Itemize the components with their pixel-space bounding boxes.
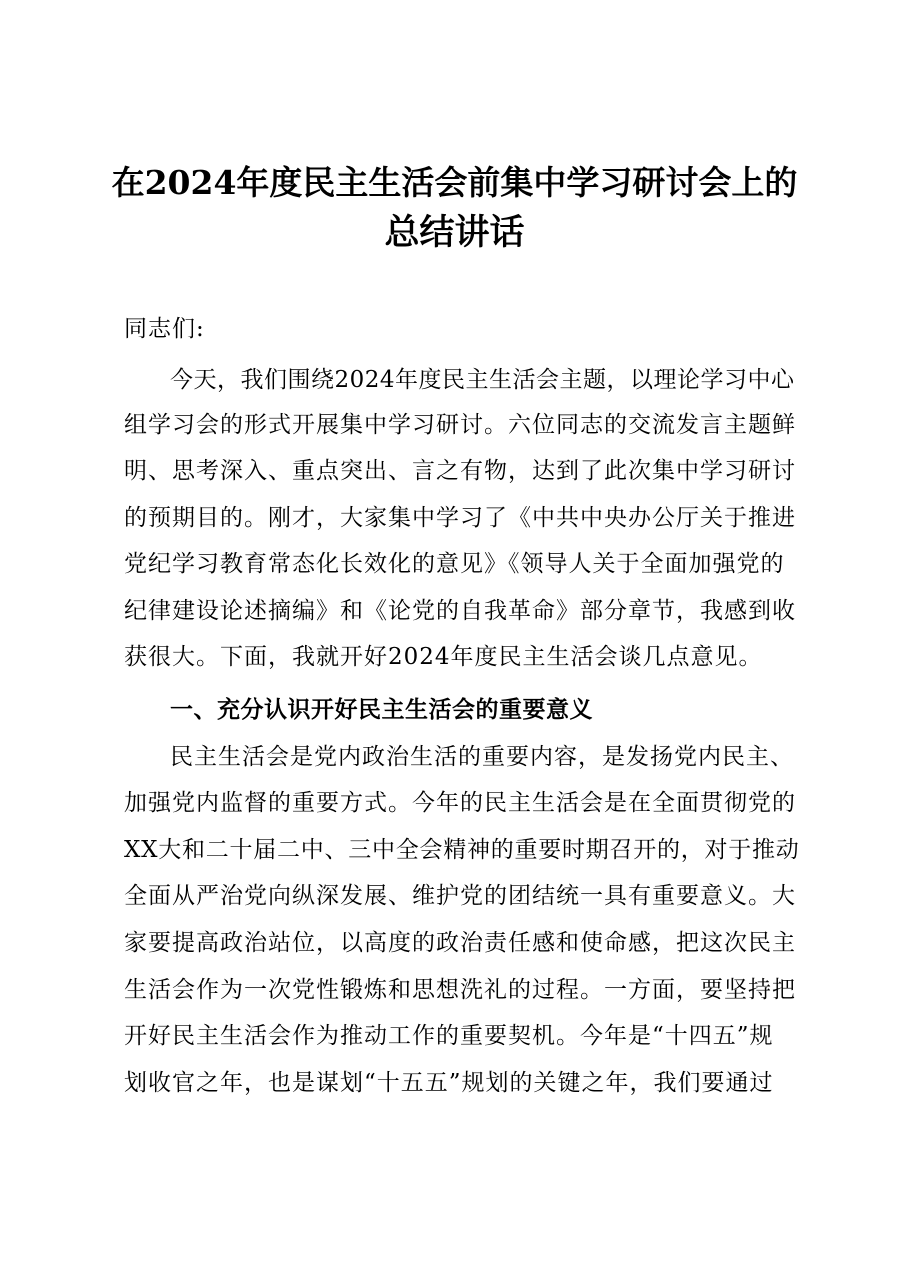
paragraph-2-line: 开好民主生活会作为推动工作的重要契机。今年是“十四五”规 xyxy=(124,1023,774,1049)
title-line-1: 在2024年度民主生活会前集中学习研讨会上的 xyxy=(111,163,798,202)
paragraph-2-line: 加强党内监督的重要方式。今年的民主生活会是在全面贯彻党的 xyxy=(124,790,796,816)
paragraph-2-line: 民主生活会是党内政治生活的重要内容，是发扬党内民主、 xyxy=(170,744,794,770)
paragraph-1-line: 获很大。下面，我就开好2024年度民主生活会谈几点意见。 xyxy=(124,644,763,670)
paragraph-1-line: 党纪学习教育常态化长效化的意见》《领导人关于全面加强党的 xyxy=(124,551,785,577)
paragraph-1-line: 明、思考深入、重点突出、言之有物，达到了此次集中学习研讨 xyxy=(124,458,796,484)
paragraph-2-line: 家要提高政治站位，以高度的政治责任感和使命感，把这次民主 xyxy=(124,930,796,956)
paragraph-2-line: 全面从严治党向纵深发展、维护党的团结统一具有重要意义。大 xyxy=(124,883,796,909)
title-line-2: 总结讲话 xyxy=(384,212,525,253)
section-1-heading: 一、充分认识开好民主生活会的重要意义 xyxy=(170,697,593,723)
salutation: 同志们: xyxy=(124,316,205,342)
document-title xyxy=(110,158,799,258)
paragraph-2-line: 划收官之年，也是谋划“十五五”规划的关键之年，我们要通过 xyxy=(124,1070,774,1096)
paragraph-2-line: 生活会作为一次党性锻炼和思想洗礼的过程。一方面，要坚持把 xyxy=(124,977,796,1003)
paragraph-2-line: XX大和二十届二中、三中全会精神的重要时期召开的，对于推动 xyxy=(124,837,800,863)
paragraph-1-line: 的预期目的。刚才，大家集中学习了《中共中央办公厅关于推进 xyxy=(124,505,796,531)
paragraph-1-line: 纪律建设论述摘编》和《论党的自我革命》部分章节，我感到收 xyxy=(124,598,796,624)
paragraph-1-line: 组学习会的形式开展集中学习研讨。六位同志的交流发言主题鲜 xyxy=(124,412,796,438)
paragraph-1-line: 今天，我们围绕2024年度民主生活会主题，以理论学习中心 xyxy=(170,367,795,393)
